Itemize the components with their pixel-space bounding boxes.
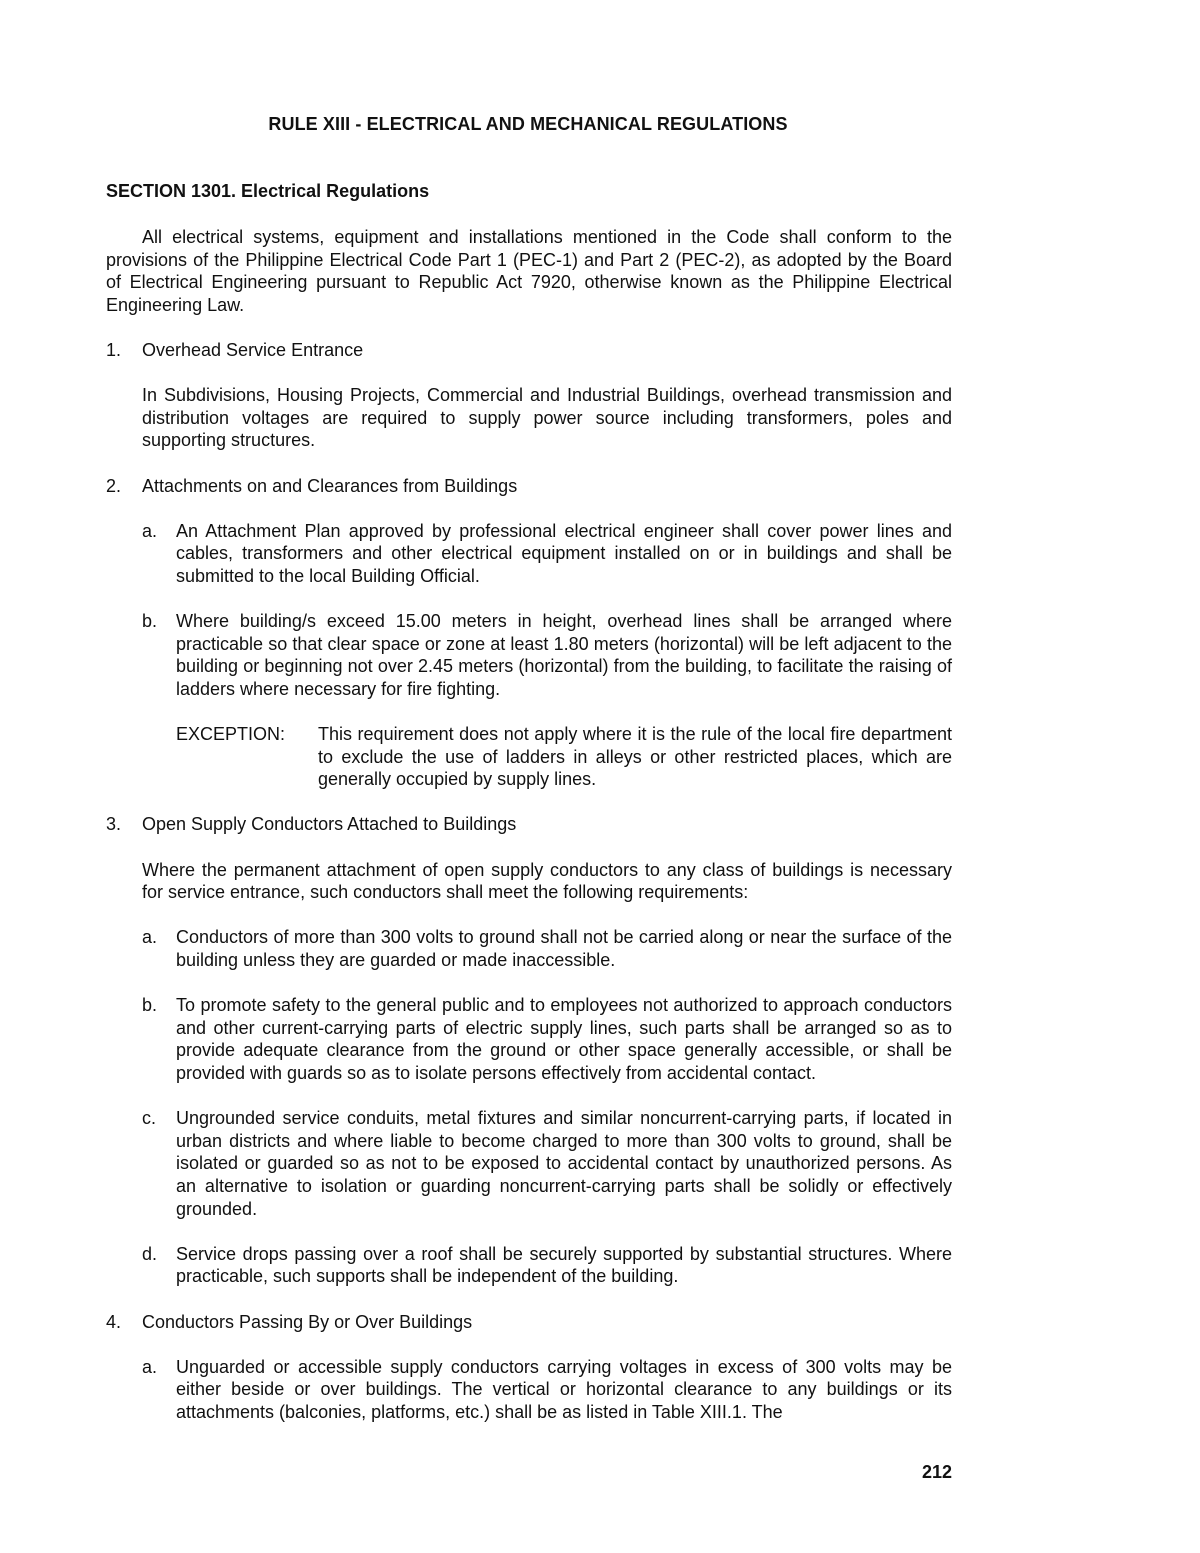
intro-paragraph: All electrical systems, equipment and installations mentioned in the Code shall conform to the provisions of the Philippine Electrical Code Part 1 (PEC-1) and Part 2 (PEC-2), as adopted by the Board of Electrical Engineering pursuant to Republic Act 7920, otherwise known as the Philippine Electrical Engineering Law.	[106, 227, 952, 315]
rule-title: RULE XIII - ELECTRICAL AND MECHANICAL REGULATIONS	[268, 114, 788, 134]
item-number: 1.	[106, 339, 122, 360]
sub-letter: d.	[142, 1243, 158, 1264]
sub-letter: c.	[142, 1108, 157, 1129]
sub-text: To promote safety to the general public and to employees not authorized to approach conductors and other current-carrying parts of electric supply lines, such parts shall be arranged so as to provide adequate clearance from the ground or other space generally accessible, or shall be provided with guards so as to isolate persons effectively from accidental contact.	[176, 995, 952, 1083]
sub-item	[142, 926, 952, 971]
sub-letter: a.	[142, 520, 158, 541]
sub-text: Service drops passing over a roof shall be securely supported by substantial structures. Where practicable, such supports shall be independent of the building.	[176, 1243, 952, 1287]
item-number: 4.	[106, 1311, 122, 1332]
item-number: 2.	[106, 475, 122, 496]
item-heading: Open Supply Conductors Attached to Buildings	[142, 814, 517, 835]
item-heading: Attachments on and Clearances from Buildings	[142, 475, 518, 496]
sub-text: Unguarded or accessible supply conductors carrying voltages in excess of 300 volts may be either beside or over buildings. The vertical or horizontal clearance to any buildings or its attachments (balconies, platforms, etc.) shall be as listed in Table XIII.1. The	[176, 1356, 952, 1422]
list-item-2	[106, 475, 952, 498]
sub-text: An Attachment Plan approved by professional electrical engineer shall cover power lines and cables, transformers and other electrical equipment installed on or in buildings and shall be submitted to the local Building Official.	[176, 520, 952, 586]
item-paragraph: Where the permanent attachment of open supply conductors to any class of buildings is necessary for service entrance, such conductors shall meet the following requirements:	[142, 859, 952, 903]
sub-letter: a.	[142, 927, 158, 948]
sub-letter: b.	[142, 611, 158, 632]
item-heading: Overhead Service Entrance	[142, 339, 364, 360]
page-number: 212	[921, 1462, 952, 1482]
item-paragraph: In Subdivisions, Housing Projects, Commercial and Industrial Buildings, overhead transmission and distribution voltages are required to supply power source including transformers, poles and supporting structures.	[142, 385, 952, 451]
section-title: SECTION 1301. Electrical Regulations	[106, 181, 430, 201]
sub-letter: a.	[142, 1356, 158, 1377]
sub-item	[142, 1356, 952, 1424]
exception-label: EXCEPTION:	[176, 724, 286, 745]
sub-text: Where building/s exceed 15.00 meters in height, overhead lines shall be arranged where practicable so that clear space or zone at least 1.80 meters (horizontal) will be left adjacent to the building or beginning not over 2.45 meters (horizontal) from the building, to facilitate the raising of ladders where necessary for fire fighting.	[176, 611, 952, 699]
item-number: 3.	[106, 814, 122, 835]
list-item-3	[106, 813, 952, 836]
list-item-4	[106, 1311, 952, 1334]
sub-text: Conductors of more than 300 volts to ground shall not be carried along or near the surface of the building unless they are guarded or made inaccessible.	[176, 927, 952, 970]
sub-item	[142, 520, 952, 588]
item-heading: Conductors Passing By or Over Buildings	[142, 1311, 473, 1332]
sub-item	[142, 1243, 952, 1288]
sub-text: Ungrounded service conduits, metal fixtures and similar noncurrent-carrying parts, if located in urban districts and where liable to become charged to more than 300 volts to ground, shall be isolated or guarded so as not to be exposed to accidental contact by unauthorized persons. As an alternative to isolation or guarding noncurrent-carrying parts shall be solidly or effectively grounded.	[176, 1108, 952, 1219]
exception-text: This requirement does not apply where it is the rule of the local fire department to exclude the use of ladders in alleys or other restricted places, which are generally occupied by supply lines.	[318, 724, 952, 790]
list-item-1	[106, 339, 952, 362]
sub-letter: b.	[142, 995, 158, 1016]
sub-item	[142, 610, 952, 700]
exception-block	[176, 723, 952, 791]
sub-item	[142, 1107, 952, 1220]
sub-item	[142, 994, 952, 1084]
document-body	[106, 226, 952, 1423]
